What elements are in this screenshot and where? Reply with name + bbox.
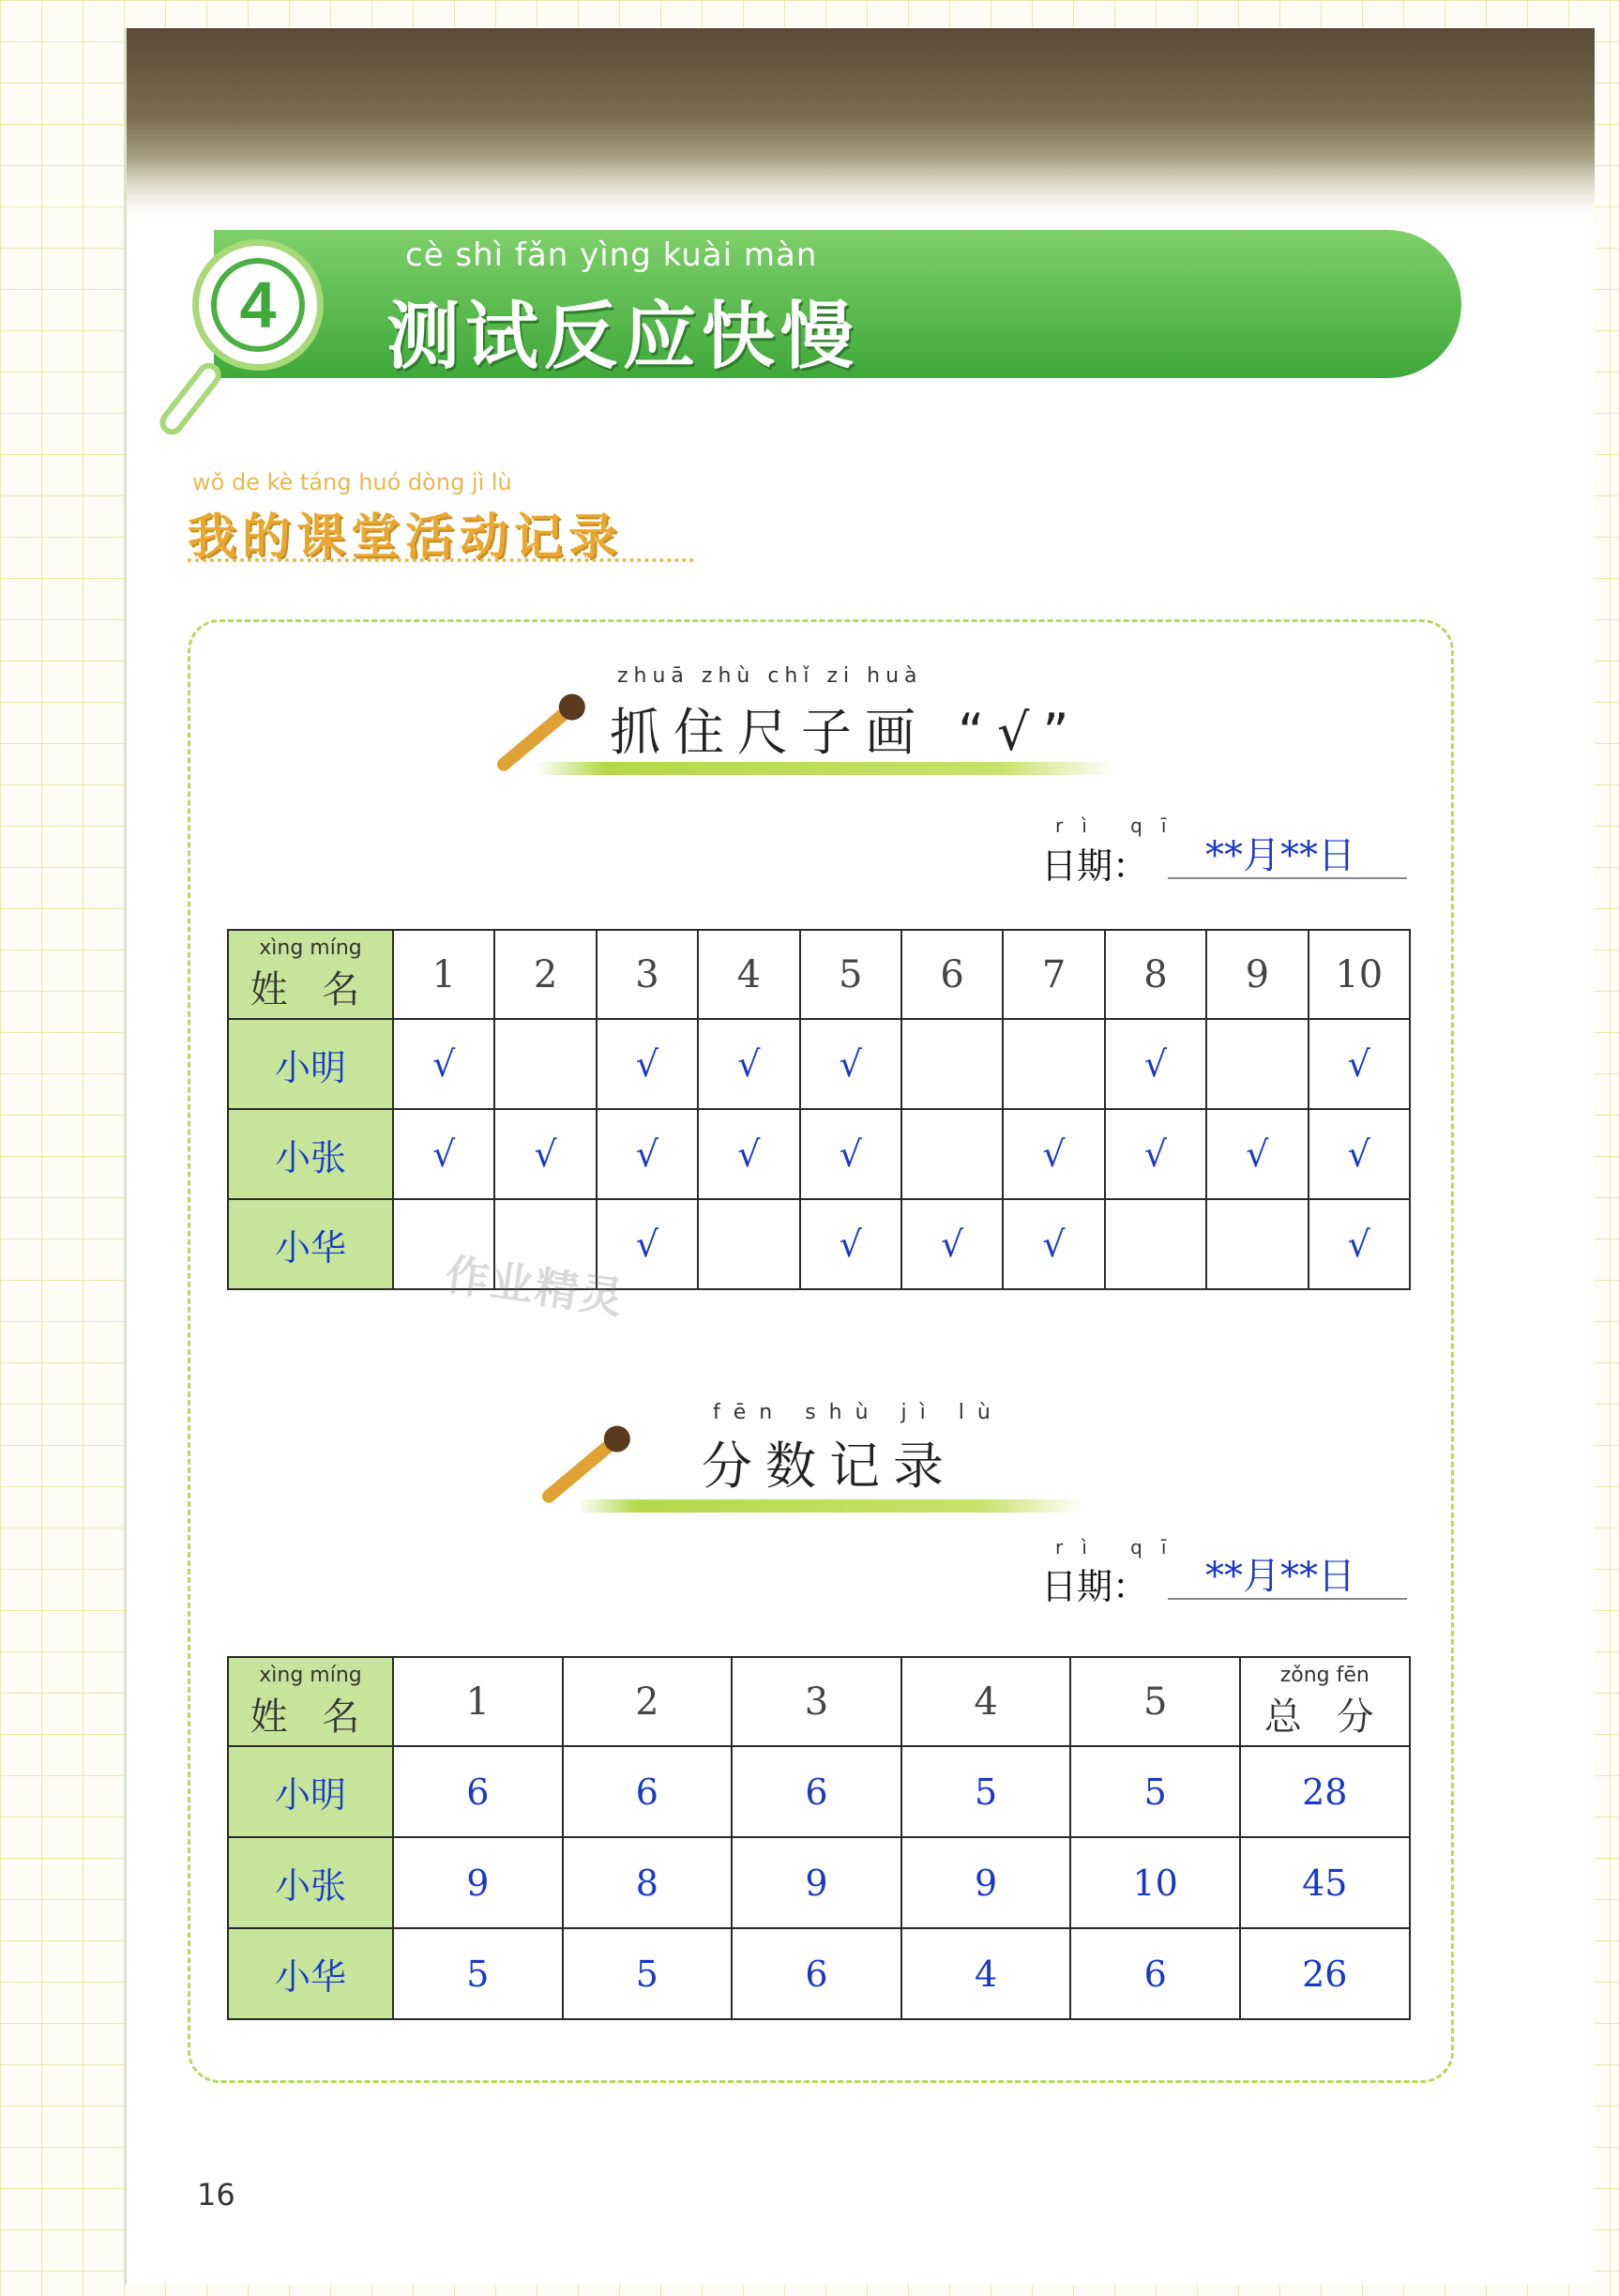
total-cell: 28 <box>1240 1746 1410 1837</box>
score-cell: 6 <box>732 1928 901 2019</box>
total-header-pinyin: zǒng fēn <box>1279 1663 1369 1687</box>
total-cell: 26 <box>1240 1928 1410 2019</box>
check-cell: √ <box>800 1199 901 1289</box>
activity1-date-line <box>1168 877 1407 879</box>
activity1-date-pinyin: rì qī <box>1055 814 1186 837</box>
table-row <box>228 1019 1410 1109</box>
student-name: 小华 <box>228 1199 393 1289</box>
trial-header: 7 <box>1003 930 1104 1019</box>
score-cell: 4 <box>901 1928 1071 2019</box>
activity2-date-label: 日期： <box>1041 1566 1149 1607</box>
activity1-header-row <box>228 930 1410 1019</box>
check-cell <box>698 1199 799 1289</box>
check-cell: √ <box>800 1109 901 1199</box>
trial-header: 10 <box>1309 930 1410 1019</box>
student-name: 小华 <box>228 1928 393 2019</box>
check-cell: √ <box>901 1199 1003 1289</box>
activity2-date-pinyin: rì qī <box>1055 1536 1186 1559</box>
check-cell: √ <box>1003 1109 1104 1199</box>
check-cell: √ <box>1206 1109 1308 1199</box>
watermark: 作业精灵 <box>442 1248 628 1325</box>
score-cell: 5 <box>393 1928 563 2019</box>
check-cell <box>1105 1199 1206 1289</box>
activity1-table <box>227 929 1411 1290</box>
activity2-title-pinyin: fēn shù jì lù <box>713 1401 1004 1424</box>
table-row <box>228 1837 1410 1928</box>
table-row <box>228 1928 1410 2019</box>
activity2-underline <box>577 1499 1083 1513</box>
activity1-date-value: **月**日 <box>1205 834 1355 877</box>
check-cell <box>901 1109 1003 1199</box>
score-cell: 5 <box>1070 1746 1240 1837</box>
lesson-number: 4 <box>211 258 305 352</box>
check-cell: √ <box>597 1019 698 1109</box>
trial-header: 4 <box>698 930 799 1019</box>
score-cell: 9 <box>732 1837 901 1928</box>
check-cell: √ <box>1105 1109 1206 1199</box>
score-cell: 6 <box>1070 1928 1240 2019</box>
check-cell: √ <box>1105 1019 1206 1109</box>
student-name: 小明 <box>228 1019 393 1109</box>
activity1-title-pinyin: zhuā zhù chǐ zi huà <box>617 664 923 688</box>
score-cell: 10 <box>1070 1837 1240 1928</box>
score-cell: 6 <box>563 1746 733 1837</box>
check-cell: √ <box>597 1109 698 1199</box>
name-header-pinyin: xìng míng <box>259 1663 362 1687</box>
page-number: 16 <box>197 2177 235 2212</box>
check-cell <box>901 1019 1003 1109</box>
header-photo <box>127 28 1595 225</box>
section-underline <box>188 558 694 562</box>
trial-header: 6 <box>901 930 1003 1019</box>
student-name: 小张 <box>228 1837 393 1928</box>
check-cell: √ <box>1309 1109 1410 1199</box>
check-cell <box>1206 1199 1308 1289</box>
score-cell: 6 <box>393 1746 563 1837</box>
trial-header: 5 <box>800 930 901 1019</box>
score-cell: 5 <box>901 1746 1071 1837</box>
name-header-cell <box>228 930 393 1019</box>
name-header: 姓 名 <box>250 1695 371 1739</box>
activity2-date-line <box>1168 1598 1407 1600</box>
student-name: 小张 <box>228 1109 393 1199</box>
round-header: 4 <box>901 1657 1071 1746</box>
table-row <box>228 1746 1410 1837</box>
total-cell: 45 <box>1240 1837 1410 1928</box>
check-cell: √ <box>597 1199 698 1289</box>
round-header: 2 <box>563 1657 733 1746</box>
activity1-date-label: 日期： <box>1041 845 1149 887</box>
score-cell: 9 <box>393 1837 563 1928</box>
round-header: 5 <box>1070 1657 1240 1746</box>
table-row <box>228 1199 1410 1289</box>
activity2-header-row <box>228 1657 1410 1746</box>
name-header-cell <box>228 1657 393 1746</box>
check-cell: √ <box>494 1109 596 1199</box>
trial-header: 2 <box>494 930 596 1019</box>
total-header: 总 分 <box>1263 1695 1385 1739</box>
check-cell: √ <box>698 1019 799 1109</box>
score-cell: 9 <box>901 1837 1071 1928</box>
section-title-pinyin: wǒ de kè táng huó dòng jì lù <box>192 469 512 495</box>
score-cell: 5 <box>563 1928 733 2019</box>
total-header-cell <box>1240 1657 1410 1746</box>
name-header: 姓 名 <box>250 967 371 1011</box>
check-cell <box>1206 1019 1308 1109</box>
round-header: 3 <box>732 1657 901 1746</box>
table-row <box>228 1109 1410 1199</box>
trial-header: 8 <box>1105 930 1206 1019</box>
lesson-title: 测试反应快慢 <box>386 295 860 379</box>
trial-header: 1 <box>393 930 494 1019</box>
lesson-title-pinyin: cè shì fǎn yìng kuài màn <box>405 236 818 274</box>
check-cell: √ <box>698 1109 799 1199</box>
check-cell: √ <box>393 1109 494 1199</box>
check-cell: √ <box>1309 1019 1410 1109</box>
check-cell <box>494 1019 596 1109</box>
activity1-title: 抓住尺子画 “√” <box>610 703 1082 762</box>
name-header-pinyin: xìng míng <box>259 935 362 960</box>
round-header: 1 <box>393 1657 563 1746</box>
check-cell: √ <box>1003 1199 1104 1289</box>
check-cell: √ <box>800 1019 901 1109</box>
trial-header: 9 <box>1206 930 1308 1019</box>
activity2-table <box>227 1656 1411 2020</box>
student-name: 小明 <box>228 1746 393 1837</box>
activity1-underline <box>535 762 1116 775</box>
check-cell: √ <box>1309 1199 1410 1289</box>
trial-header: 3 <box>597 930 698 1019</box>
score-cell: 8 <box>563 1837 733 1928</box>
activity2-title: 分数记录 <box>702 1437 957 1496</box>
check-cell: √ <box>393 1019 494 1109</box>
score-cell: 6 <box>732 1746 901 1837</box>
section-title: 我的课堂活动记录 <box>188 509 624 566</box>
activity2-date-value: **月**日 <box>1205 1555 1355 1598</box>
check-cell <box>1003 1019 1104 1109</box>
